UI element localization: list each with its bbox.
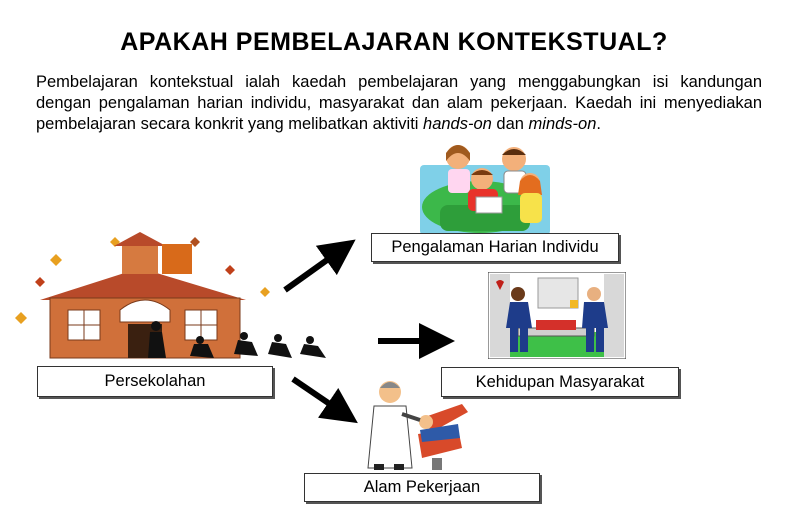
paragraph-text-1: Pembelajaran kontekstual ialah kaedah pembelajaran yang menggabungkan isi kandungan dengan pengalaman harian individu, masyarakat dan alam pekerjaan. Kaedah ini menyediakan pembelajaran secara konkrit yang melibatkan aktiviti — [36, 73, 762, 133]
arrow-to-daily — [285, 250, 341, 290]
node-work-world — [304, 473, 540, 502]
paragraph-italic-hands-on: hands-on — [423, 115, 492, 133]
node-community-life-label: Kehidupan Masyarakat — [475, 372, 645, 391]
node-community-life — [441, 367, 679, 397]
page-title: APAKAH PEMBELAJARAN KONTEKSTUAL? — [120, 28, 668, 56]
arrow-to-work — [293, 379, 343, 413]
paragraph-italic-minds-on: minds-on — [528, 115, 597, 133]
paragraph-text-3: . — [596, 115, 602, 133]
paragraph-text-2: dan — [491, 115, 529, 133]
node-schooling-label: Persekolahan — [104, 372, 206, 390]
paramedics-clipart — [488, 272, 626, 359]
node-work-world-label: Alam Pekerjaan — [363, 478, 481, 496]
node-daily-experience-label: Pengalaman Harian Individu — [391, 238, 599, 256]
dentist-clipart — [362, 378, 470, 472]
